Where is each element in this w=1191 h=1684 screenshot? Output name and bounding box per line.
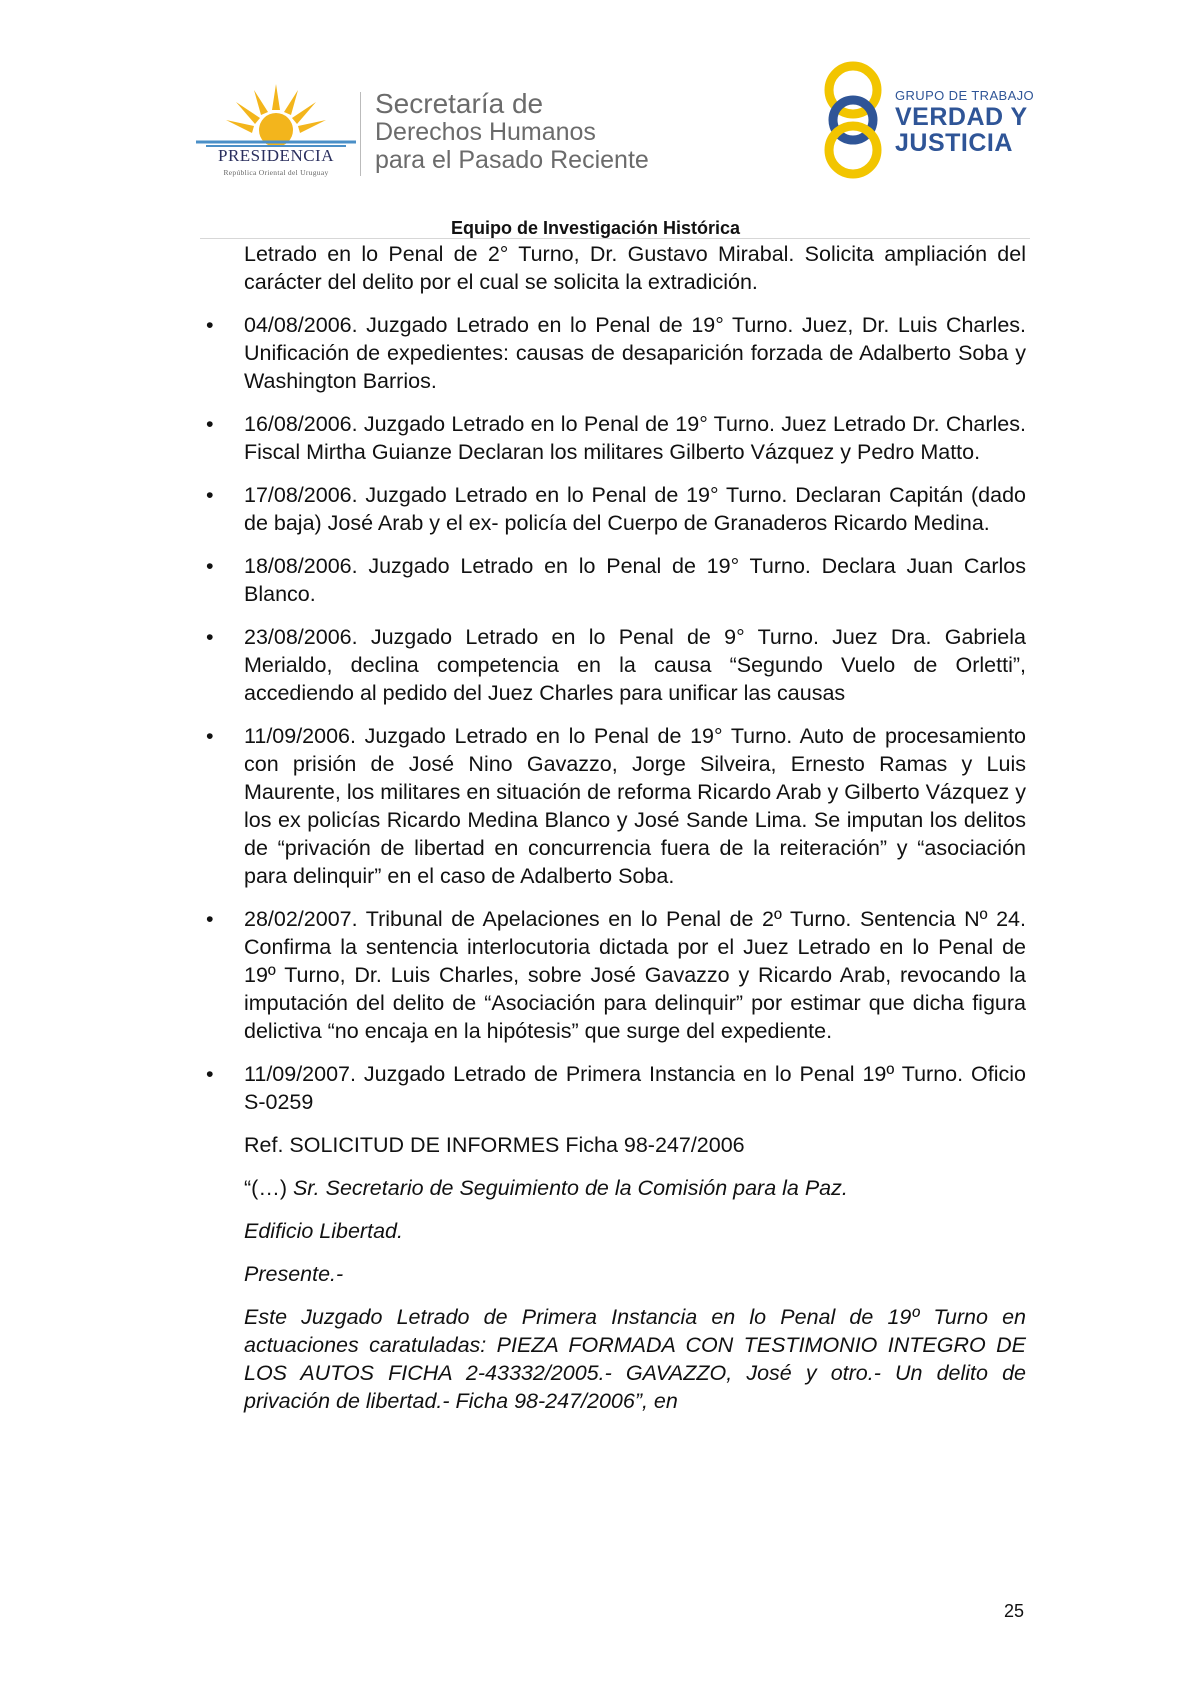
verdad-justicia-wordmark [895,88,1034,156]
list-item-text: 17/08/2006. Juzgado Letrado en lo Penal de 19° Turno. Declaran Capitán (dado de baja) José Arab y el ex- policía del Cuerpo de Granaderos Ricardo Medina. [244,483,1026,535]
list-item [206,1060,1026,1116]
quote-recipient: Sr. Secretario de Seguimiento de la Comisión para la Paz. [292,1176,848,1200]
secretaria-line-1: Secretaría de [375,88,544,119]
list-item [206,623,1026,707]
quote-salutation [244,1174,1026,1202]
section-title: Equipo de Investigación Histórica [450,218,741,238]
sun-emblem-icon [196,80,356,150]
bullet-icon: • [206,907,214,931]
presidencia-subtitle: República Oriental del Uruguay [223,168,329,177]
bullet-icon: • [206,724,214,748]
bullet-icon: • [206,625,214,649]
quote-open: “(…) [244,1176,293,1200]
justicia-label: JUSTICIA [895,129,1013,157]
bullet-icon: • [206,412,214,436]
page-header [0,0,1191,238]
list-item-text: 04/08/2006. Juzgado Letrado en lo Penal de 19° Turno. Juez, Dr. Luis Charles. Unificación de expedientes: causas de desaparición forzada de Adalberto Soba y Washington Barrios. [244,313,1026,393]
list-item-text: 23/08/2006. Juzgado Letrado en lo Penal de 9° Turno. Juez Dra. Gabriela Merialdo, declina competencia en la causa “Segundo Vuelo de Orletti”, accediendo al pedido del Juez Charles para unificar las causas [244,625,1026,705]
reference-line: Ref. SOLICITUD DE INFORMES Ficha 98-247/2006 [244,1133,745,1157]
page-number: 25 [1004,1601,1025,1621]
list-item-text: 16/08/2006. Juzgado Letrado en lo Penal de 19° Turno. Juez Letrado Dr. Charles. Fiscal Mirtha Guianze Declaran los militares Gilberto Vázquez y Pedro Matto. [244,412,1026,464]
secretaria-line-2: Derechos Humanos [375,118,596,146]
list-item [206,410,1026,466]
header-rule [200,238,1030,239]
quote-body: Este Juzgado Letrado de Primera Instancia en lo Penal de 19º Turno en actuaciones caratuladas: PIEZA FORMADA CON TESTIMONIO INTEGRO DE LOS AUTOS FICHA 2-43332/2005.- GAVAZZO, José y otro.- Un delito de privación de libertad.- Ficha 98-247/2006”, en [244,1305,1026,1413]
list-item-text: 11/09/2007. Juzgado Letrado de Primera Instancia en lo Penal 19º Turno. Oficio S-0259 [244,1062,1026,1114]
quote-building: Edificio Libertad. [244,1219,403,1243]
event-list [206,311,1026,1116]
bullet-icon: • [206,483,214,507]
list-item-text: 18/08/2006. Juzgado Letrado en lo Penal de 19° Turno. Declara Juan Carlos Blanco. [244,554,1026,606]
secretaria-line-3: para el Pasado Reciente [375,146,649,174]
grupo-de-trabajo-label: GRUPO DE TRABAJO [895,88,1035,103]
list-item [206,905,1026,1045]
list-item [206,481,1026,537]
list-item-text: 28/02/2007. Tribunal de Apelaciones en lo Penal de 2º Turno. Sentencia Nº 24. Confirma la sentencia interlocutoria dictada por el Juez Letrado en lo Penal de 19º Turno, Dr. Luis Charles, sobre José Gavazzo y Ricardo Arab, revocando la imputación del delito de “Asociación para delinquir” por estimar que dicha figura delictiva “no encaja en la hipótesis” que surge del expediente. [244,907,1026,1043]
header-divider [360,92,361,176]
list-item [206,311,1026,395]
verdad-y-label: VERDAD Y [895,103,1028,131]
list-item [206,722,1026,890]
document-body [206,240,1026,1415]
quote-presente: Presente.- [244,1262,344,1286]
bullet-icon: • [206,313,214,337]
presidencia-wordmark: PRESIDENCIA [217,146,334,165]
secretaria-wordmark [375,90,649,174]
bullet-icon: • [206,1062,214,1086]
list-item-text: 11/09/2006. Juzgado Letrado en lo Penal de 19° Turno. Auto de procesamiento con prisión de José Nino Gavazzo, Jorge Silveira, Ernesto Ramas y Luis Maurente, los militares en situación de reforma Ricardo Arab y Gilberto Vázquez y los ex policías Ricardo Medina Blanco y José Sande Lima. Se imputan los delitos de “privación de libertad en concurrencia fuera de la reiteración” y “asociación para delinquir” en el caso de Adalberto Soba. [244,724,1026,888]
bullet-icon: • [206,554,214,578]
continuation-paragraph: Letrado en lo Penal de 2° Turno, Dr. Gustavo Mirabal. Solicita ampliación del carácter del delito por el cual se solicita la extradición. [244,242,1026,294]
verdad-justicia-rings-icon [823,58,883,182]
list-item [206,552,1026,608]
presidencia-logo [196,80,356,180]
